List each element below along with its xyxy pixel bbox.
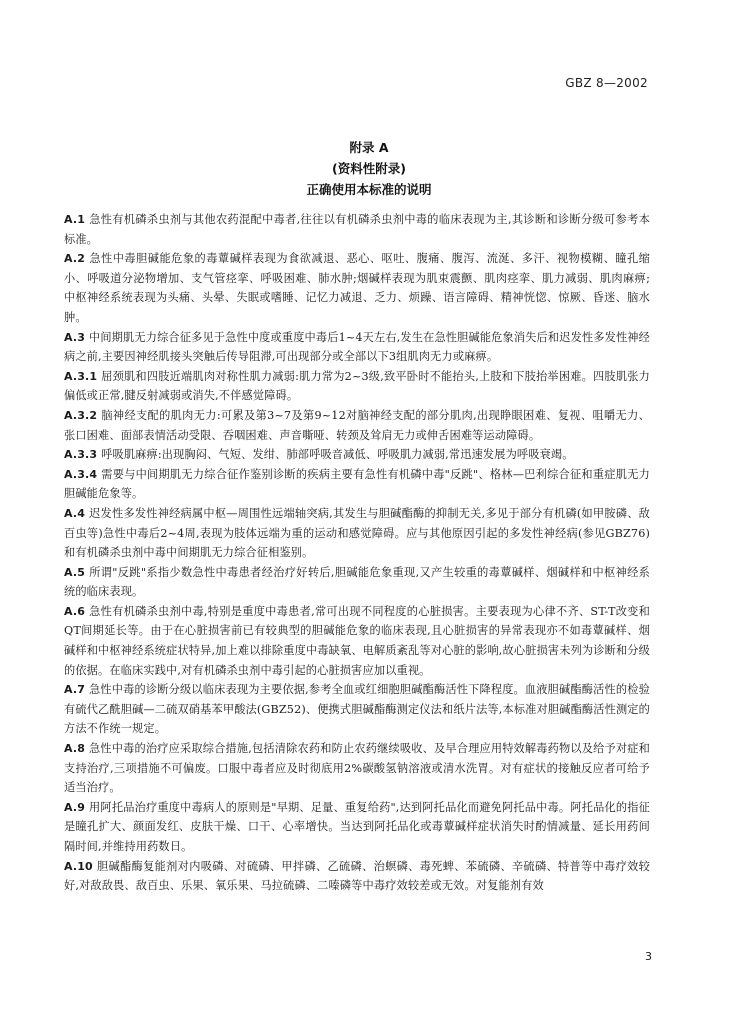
paragraph-number: A.7 <box>64 683 85 697</box>
paragraph <box>64 504 650 563</box>
paragraph-text: 急性中毒胆碱能危象的毒蕈碱样表现为食欲减退、恶心、呕吐、腹痛、腹泻、流涎、多汗、视物模糊、瞳孔缩小、呼吸道分泌物增加、支气管痉挛、呼吸困难、肺水肿;烟碱样表现为肌束震颤、肌肉痉挛、肌力减弱、肌肉麻痹;中枢神经系统表现为头痛、头晕、失眠或嗜睡、记忆力减退、乏力、烦躁、语言障碍、精神恍惚、惊厥、昏迷、脑水肿。 <box>64 252 650 324</box>
paragraph-number: A.9 <box>64 800 85 814</box>
appendix-heading: 正确使用本标准的说明 <box>306 182 432 197</box>
paragraph <box>64 465 650 504</box>
paragraph-number: A.5 <box>64 565 85 579</box>
paragraph-number: A.1 <box>64 213 85 226</box>
paragraph-text: 迟发性多发性神经病属中枢—周围性远端轴突病,其发生与胆碱酯酶的抑制无关,多见于部分有机磷(如甲胺磷、敌百虫等)急性中毒后2~4周,表现为肢体远端为重的运动和感觉障碍。应与其他原因引起的多发性神经病(参见GBZ76)和有机磷杀虫剂中毒中间期肌无力综合征相鉴别。 <box>64 506 650 560</box>
paragraph-text: 呼吸肌麻痹:出现胸闷、气短、发绀、肺部呼吸音减低、呼吸肌力减弱,常迅速发展为呼吸衰竭。 <box>101 448 574 462</box>
paragraph-text: 胆碱酯酶复能剂对内吸磷、对硫磷、甲拌磷、乙硫磷、治螟磷、毒死蜱、苯硫磷、辛硫磷、特普等中毒疗效较好,对敌敌畏、敌百虫、乐果、氧乐果、马拉硫磷、二嗪磷等中毒疗效较差或无效。对复能剂有效 <box>64 859 650 893</box>
body-text <box>64 210 650 896</box>
paragraph-number: A.3.4 <box>64 467 98 481</box>
paragraph-number: A.8 <box>64 742 85 756</box>
paragraph-text: 中间期肌无力综合征多见于急性中度或重度中毒后1~4天左右,发生在急性胆碱能危象消失后和迟发性多发性神经病之前,主要因神经肌接头突触后传导阻滞,可出现部分或全部以下3组肌肉无力或麻痹。 <box>64 330 650 364</box>
paragraph-text: 屈颈肌和四肢近端肌肉对称性肌力减弱:肌力常为2~3级,致平卧时不能抬头,上肢和下肢抬举困难。四肢肌张力偏低或正常,腱反射减弱或消失,不伴感觉障碍。 <box>64 369 650 403</box>
paragraph <box>64 210 650 249</box>
paragraph-number: A.3 <box>64 330 85 344</box>
paragraph-number: A.6 <box>64 604 85 618</box>
paragraph-text: 急性有机磷杀虫剂与其他农药混配中毒者,往往以有机磷杀虫剂中毒的临床表现为主,其诊断和诊断分级可参考本标准。 <box>64 213 650 246</box>
paragraph-text: 用阿托品治疗重度中毒病人的原则是"早期、足量、重复给药",达到阿托品化而避免阿托品中毒。阿托品化的指征是瞳孔扩大、颜面发红、皮肤干燥、口干、心率增快。当达到阿托品化或毒蕈碱样症状消失时酌情减量、延长用药间隔时间,并维持用药数日。 <box>64 800 650 853</box>
paragraph-number: A.3.3 <box>64 448 98 462</box>
paragraph <box>64 857 650 896</box>
paragraph-text: 需要与中间期肌无力综合征作鉴别诊断的疾病主要有急性有机磷中毒"反跳"、格林—巴利综合征和重症肌无力胆碱能危象等。 <box>64 467 650 501</box>
appendix-title: 附录 A <box>349 140 389 155</box>
standard-code: GBZ 8—2002 <box>565 76 648 90</box>
paragraph-text: 脑神经支配的肌肉无力:可累及第3~7及第9~12对脑神经支配的部分肌肉,出现睁眼困难、复视、咀嚼无力、张口困难、面部表情活动受限、吞咽困难、声音嘶哑、转颈及耸肩无力或伸舌困难等运动障碍。 <box>64 408 650 442</box>
appendix-subtitle: (资料性附录) <box>332 161 406 176</box>
paragraph <box>64 249 650 327</box>
paragraph-number: A.2 <box>64 252 85 266</box>
paragraph <box>64 798 650 857</box>
paragraph-text: 急性中毒的诊断分级以临床表现为主要依据,参考全血或红细胞胆碱酯酶活性下降程度。血液胆碱酯酶活性的检验有硫代乙酰胆碱—二硫双硝基苯甲酸法(GBZ52)、便携式胆碱酯酶测定仪法和纸片法等,本标准对胆碱酯酶活性测定的方法不作统一规定。 <box>64 683 650 736</box>
paragraph <box>64 680 650 739</box>
paragraph <box>64 602 650 680</box>
paragraph-number: A.3.1 <box>64 369 98 383</box>
paragraph-text: 急性中毒的治疗应采取综合措施,包括清除农药和防止农药继续吸收、及早合理应用特效解毒药物以及给予对症和支持治疗,三项措施不可偏废。口服中毒者应及时彻底用2%碳酸氢钠溶液或清水洗胃。对有症状的接触反应者可给予适当治疗。 <box>64 742 650 795</box>
paragraph-number: A.4 <box>64 506 85 520</box>
paragraph <box>64 739 650 798</box>
paragraph-text: 所谓"反跳"系指少数急性中毒患者经治疗好转后,胆碱能危象重现,又产生较重的毒蕈碱样、烟碱样和中枢神经系统的临床表现。 <box>64 565 650 599</box>
paragraph-number: A.3.2 <box>64 408 98 422</box>
page-number: 3 <box>645 950 652 963</box>
paragraph <box>64 328 650 367</box>
paragraph-text: 急性有机磷杀虫剂中毒,特别是重度中毒患者,常可出现不同程度的心脏损害。主要表现为心律不齐、ST-T改变和QT间期延长等。由于在心脏损害前已有较典型的胆碱能危象的临床表现,且心脏损害的异常表现亦不如毒蕈碱样、烟碱样和中枢神经系统症状特异,加上难以排除重度中毒缺氧、电解质紊乱等对心脏的影响,故心脏损害未列为诊断和分级的依据。在临床实践中,对有机磷杀虫剂中毒引起的心脏损害应加以重视。 <box>64 604 650 677</box>
paragraph <box>64 563 650 602</box>
paragraph <box>64 406 650 445</box>
paragraph <box>64 367 650 406</box>
paragraph-number: A.10 <box>64 859 93 873</box>
paragraph <box>64 445 650 465</box>
